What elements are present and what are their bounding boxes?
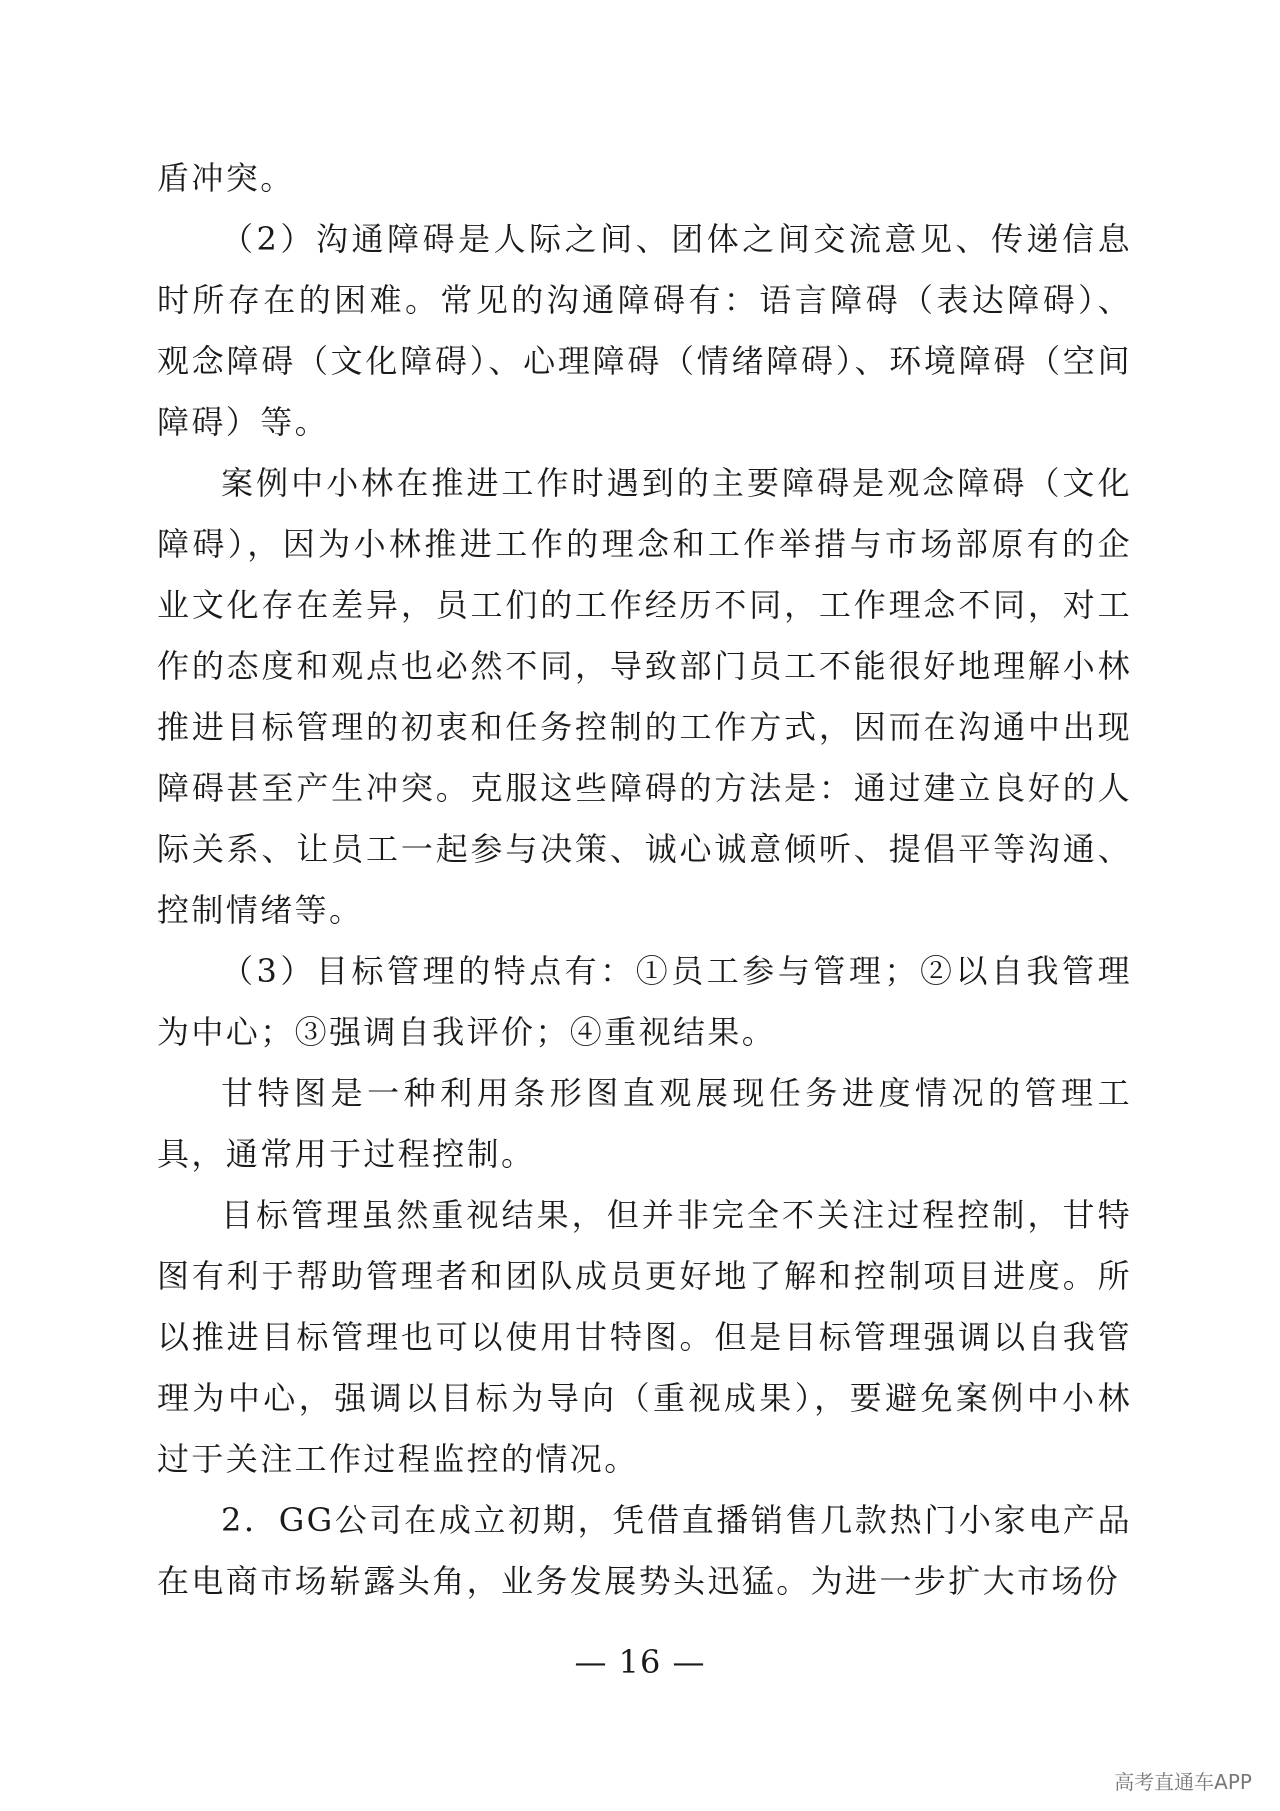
- paragraph-5: 甘特图是一种利用条形图直观展现任务进度情况的管理工具，通常用于过程控制。: [157, 1074, 1132, 1173]
- page-number: — 16 —: [574, 1643, 706, 1681]
- watermark: 高考直通车APP: [1114, 1770, 1252, 1794]
- paragraph-7: 2．GG公司在成立初期，凭借直播销售几款热门小家电产品在电商市场崭露头角，业务发展势头迅猛。为进一步扩大市场份: [157, 1501, 1132, 1600]
- paragraph-4: （3）目标管理的特点有：①员工参与管理；②以自我管理为中心；③强调自我评价；④重视结果。: [157, 952, 1132, 1051]
- paragraph-6: 目标管理虽然重视结果，但并非完全不关注过程控制，甘特图有利于帮助管理者和团队成员更好地了解和控制项目进度。所以推进目标管理也可以使用甘特图。但是目标管理强调以自我管理为中心，强调以目标为导向（重视成果），要避免案例中小林过于关注工作过程监控的情况。: [157, 1196, 1132, 1478]
- page-body: [157, 148, 1132, 1612]
- paragraph-2: （2）沟通障碍是人际之间、团体之间交流意见、传递信息时所存在的困难。常见的沟通障碍有：语言障碍（表达障碍）、观念障碍（文化障碍）、心理障碍（情绪障碍）、环境障碍（空间障碍）等。: [157, 220, 1132, 441]
- paragraph-3: 案例中小林在推进工作时遇到的主要障碍是观念障碍（文化障碍），因为小林推进工作的理念和工作举措与市场部原有的企业文化存在差异，员工们的工作经历不同，工作理念不同，对工作的态度和观点也必然不同，导致部门员工不能很好地理解小林推进目标管理的初衷和任务控制的工作方式，因而在沟通中出现障碍甚至产生冲突。克服这些障碍的方法是：通过建立良好的人际关系、让员工一起参与决策、诚心诚意倾听、提倡平等沟通、控制情绪等。: [157, 464, 1132, 929]
- paragraph-1: 盾冲突。: [157, 159, 295, 197]
